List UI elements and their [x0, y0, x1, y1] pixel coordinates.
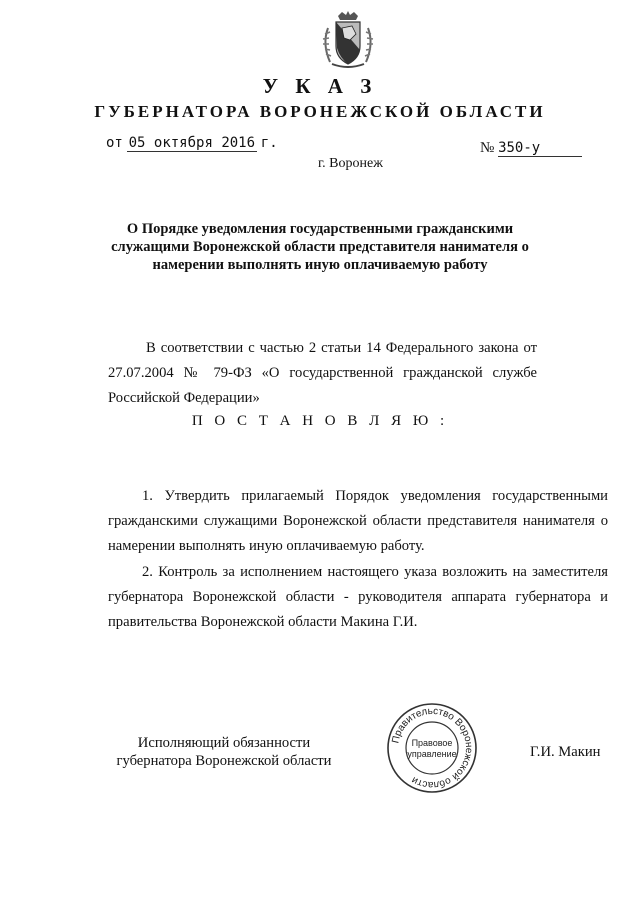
signatory-name: Г.И. Макин — [530, 744, 601, 760]
document-number — [480, 140, 582, 157]
signatory-position-line-1: Исполняющий обязанности — [137, 735, 311, 751]
date-suffix: г. — [260, 135, 278, 151]
stamp-center-line-2: управление — [407, 749, 457, 759]
stamp-seal-icon — [386, 702, 478, 794]
coat-of-arms-icon — [318, 10, 378, 72]
stamp-ring-text: Правительство Воронежской области — [390, 705, 475, 791]
item-1-paragraph: 1. Утвердить прилагаемый Порядок уведомления государственными гражданскими служащими Воронежской области представителя нанимателя о намерении выполнять иную оплачиваемую работу. — [108, 488, 608, 554]
preamble-paragraph: В соответствии с частью 2 статьи 14 Федерального закона от 27.07.2004 № 79-ФЗ «О государственной гражданской службе Российской Федерации» — [108, 340, 537, 406]
document-date — [106, 135, 278, 152]
item-2-paragraph: 2. Контроль за исполнением настоящего указа возложить на заместителя губернатора Воронежской области - руководителя аппарата губернатора и правительства Воронежской области Макина Г.И. — [108, 564, 608, 630]
stamp-center-line-1: Правовое — [411, 738, 453, 748]
issuer-title: ГУБЕРНАТОРА ВОРОНЕЖСКОЙ ОБЛАСТИ — [94, 102, 546, 121]
date-prefix: от — [106, 135, 123, 151]
coat-of-arms-emblem — [318, 10, 378, 72]
number-value: 350-у — [498, 140, 582, 157]
signatory-position — [108, 734, 340, 770]
decree-word: П О С Т А Н О В Л Я Ю : — [191, 413, 449, 429]
number-prefix: № — [480, 140, 495, 156]
signatory-position-line-2: губернатора Воронежской области — [116, 753, 332, 769]
date-value: 05 октября 2016 — [128, 135, 256, 151]
official-stamp — [386, 702, 478, 794]
document-type-title: У К А З — [262, 74, 378, 98]
document-subject: О Порядке уведомления государственными гражданскими служащими Воронежской области представителя нанимателя о намерении выполнять иную оплачиваемую работу — [111, 221, 529, 273]
city-label: г. Воронеж — [318, 156, 383, 171]
